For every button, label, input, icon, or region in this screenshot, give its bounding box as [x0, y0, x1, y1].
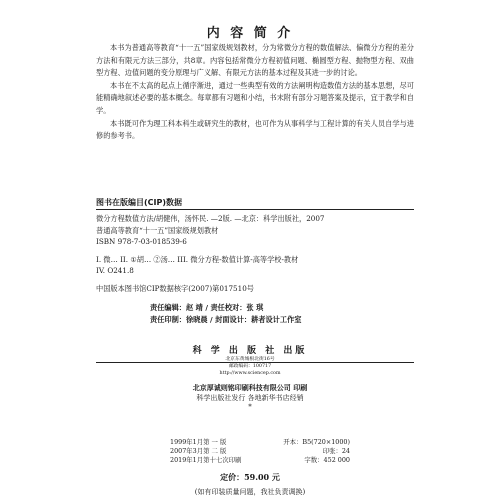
- word-count: 字数：452 000: [304, 456, 350, 464]
- cip-line-series: 普通高等教育“十一五”国家级规划教材: [96, 225, 219, 235]
- summary-paragraph-2: 本书在不太高的起点上循序渐进，通过一些典型有效的方法阐明构造数值方法的基本思想，尽可能精确地叙述必要的基本概念。每章都有习题和小结，书末附有部分习题答案及提示，宜于教学和自学。: [96, 80, 414, 115]
- editor-credit: 责任编辑：赵 靖 / 责任校对：张 琪: [150, 303, 264, 312]
- cip-line-class: IV. O241.8: [96, 266, 134, 276]
- print-sheets: 印张：24: [322, 447, 350, 455]
- printer-name: 北京厚诚则铭印刷科技有限公司 印刷: [192, 384, 308, 392]
- format-size: 开本：B5(720×1000): [283, 438, 350, 446]
- distribution-line: 科学出版社发行 各地新华书店经销: [196, 394, 304, 402]
- cip-top-divider: [96, 209, 414, 210]
- edition-info: [170, 438, 350, 465]
- publisher-block: [0, 343, 500, 411]
- content-summary: [96, 42, 414, 143]
- printing-count: 2019年1月第十七次印刷: [170, 456, 242, 464]
- price: 定价：59.00 元: [220, 472, 280, 482]
- cip-block: [96, 213, 416, 295]
- edition-second: 2007年3月第 二 版: [170, 447, 227, 455]
- edition-first: 1999年1月第 一 版: [170, 438, 227, 446]
- summary-paragraph-3: 本书既可作为理工科本科生或研究生的教材，也可作为从事科学与工程计算的有关人员自学与进修的参考书。: [96, 118, 414, 141]
- cip-line-subjects: I. 微… II. ①胡… ②汤… III. 微分方程-数值计算-高等学校-教材: [96, 254, 299, 264]
- separator-star: *: [248, 403, 252, 411]
- quality-note: (如有印装质量问题，我社负责调换): [194, 488, 306, 496]
- page-title: 内 容 简 介: [206, 26, 294, 41]
- staff-credits: [150, 302, 301, 326]
- publisher-postcode: 邮政编码：100717: [228, 364, 272, 369]
- summary-paragraph-1: 本书为普通高等教育“十一五”国家级规划教材，分为常微分方程的数值解法、偏微分方程的差分方法和有限元方法三部分，共8章。内容包括常微分方程初值问题、椭圆型方程、抛物型方程、双曲型方程、边值问题的变分原理与广义解、有限元方法的基本过程及其进一步的讨论。: [96, 43, 414, 78]
- publisher-address: 北京东黄城根北街16号: [225, 357, 275, 362]
- cip-heading: 图书在版编目(CIP)数据: [96, 198, 183, 207]
- production-credit: 责任印制：徐晓晨 / 封面设计：耕者设计工作室: [150, 315, 302, 324]
- cip-line-isbn: ISBN 978-7-03-018539-6: [96, 237, 187, 247]
- cip-line-record: 中国版本图书馆CIP数据核字(2007)第017510号: [96, 283, 254, 293]
- publisher-name: 科 学 出 版 社 出版: [192, 346, 308, 356]
- cip-line-title: 微分方程数值方法/胡健伟，汤怀民. —2版. —北京：科学出版社，2007: [96, 214, 325, 223]
- publisher-website: http://www.sciencep.com: [219, 371, 281, 376]
